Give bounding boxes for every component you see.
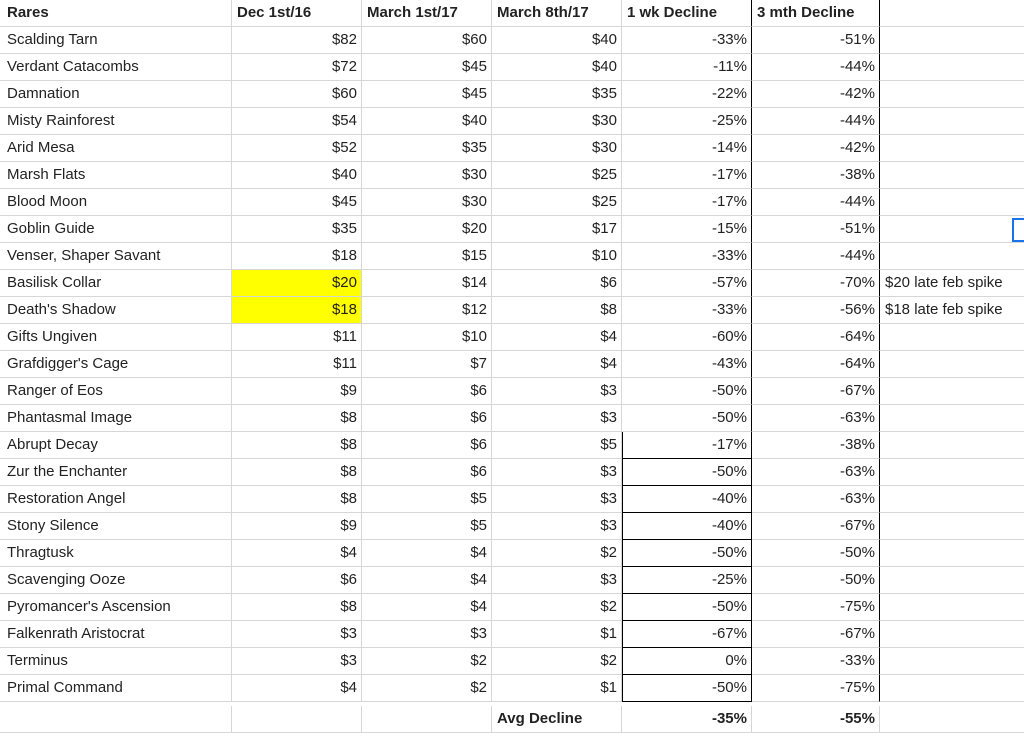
decline-1wk-cell[interactable]: -33% — [622, 297, 752, 324]
decline-3mth-cell[interactable]: -38% — [752, 162, 880, 189]
decline-3mth-cell[interactable]: -67% — [752, 513, 880, 540]
table-row — [0, 135, 1024, 162]
price-dec-cell[interactable]: $11 — [232, 324, 362, 351]
table-row — [0, 540, 1024, 567]
decline-3mth-cell[interactable]: -44% — [752, 189, 880, 216]
card-name-cell[interactable]: Verdant Catacombs — [0, 54, 232, 81]
decline-3mth-cell[interactable]: -67% — [752, 621, 880, 648]
decline-3mth-cell[interactable]: -51% — [752, 216, 880, 243]
decline-3mth-cell[interactable]: -33% — [752, 648, 880, 675]
card-name-cell[interactable]: Arid Mesa — [0, 135, 232, 162]
table-row — [0, 351, 1024, 378]
decline-1wk-cell[interactable]: 0% — [622, 648, 752, 675]
decline-1wk-cell[interactable]: -14% — [622, 135, 752, 162]
price-mar1-cell[interactable]: $6 — [362, 459, 492, 486]
price-mar1-cell[interactable]: $30 — [362, 162, 492, 189]
card-name-cell[interactable]: Abrupt Decay — [0, 432, 232, 459]
card-name-cell[interactable]: Death's Shadow — [0, 297, 232, 324]
card-name-cell[interactable]: Marsh Flats — [0, 162, 232, 189]
price-dec-cell[interactable]: $8 — [232, 432, 362, 459]
note-cell[interactable] — [880, 675, 1024, 702]
table-row — [0, 270, 1024, 297]
active-cell-selection[interactable] — [1012, 218, 1024, 242]
decline-3mth-cell[interactable]: -56% — [752, 297, 880, 324]
price-mar8-cell[interactable]: $3 — [492, 513, 622, 540]
decline-1wk-cell[interactable]: -43% — [622, 351, 752, 378]
decline-3mth-cell[interactable]: -44% — [752, 108, 880, 135]
price-mar8-cell[interactable]: $25 — [492, 162, 622, 189]
note-cell[interactable] — [880, 162, 1024, 189]
price-dec-cell[interactable]: $3 — [232, 621, 362, 648]
card-name-cell[interactable]: Scavenging Ooze — [0, 567, 232, 594]
price-mar8-cell[interactable]: $4 — [492, 351, 622, 378]
decline-1wk-cell[interactable]: -40% — [622, 513, 752, 540]
price-mar8-cell[interactable]: $3 — [492, 405, 622, 432]
price-mar8-cell[interactable]: $4 — [492, 324, 622, 351]
price-dec-cell[interactable]: $35 — [232, 216, 362, 243]
decline-3mth-cell[interactable]: -50% — [752, 540, 880, 567]
table-row — [0, 243, 1024, 270]
price-mar1-cell[interactable]: $20 — [362, 216, 492, 243]
price-dec-cell[interactable]: $40 — [232, 162, 362, 189]
price-mar8-cell[interactable]: $5 — [492, 432, 622, 459]
price-mar1-cell[interactable]: $45 — [362, 54, 492, 81]
decline-3mth-cell[interactable]: -75% — [752, 675, 880, 702]
price-dec-cell[interactable]: $52 — [232, 135, 362, 162]
note-cell[interactable] — [880, 432, 1024, 459]
decline-3mth-cell[interactable]: -64% — [752, 324, 880, 351]
table-row — [0, 432, 1024, 459]
decline-3mth-cell[interactable]: -44% — [752, 243, 880, 270]
decline-1wk-cell[interactable]: -25% — [622, 567, 752, 594]
decline-1wk-cell[interactable]: -67% — [622, 621, 752, 648]
header-cell-1wk[interactable]: 1 wk Decline — [622, 0, 752, 27]
decline-3mth-cell[interactable]: -67% — [752, 378, 880, 405]
decline-1wk-cell[interactable]: -15% — [622, 216, 752, 243]
header-cell-rares[interactable]: Rares — [0, 0, 232, 27]
table-row — [0, 405, 1024, 432]
decline-1wk-cell[interactable]: -33% — [622, 27, 752, 54]
card-name-cell[interactable]: Restoration Angel — [0, 486, 232, 513]
note-cell[interactable] — [880, 513, 1024, 540]
price-dec-cell[interactable]: $8 — [232, 405, 362, 432]
header-row — [0, 0, 1024, 27]
price-mar8-cell[interactable]: $3 — [492, 486, 622, 513]
decline-1wk-cell[interactable]: -17% — [622, 432, 752, 459]
note-cell[interactable] — [880, 540, 1024, 567]
decline-3mth-cell[interactable]: -63% — [752, 405, 880, 432]
price-mar1-cell[interactable]: $7 — [362, 351, 492, 378]
note-cell[interactable]: $18 late feb spike — [880, 297, 1024, 324]
decline-3mth-cell[interactable]: -38% — [752, 432, 880, 459]
card-name-cell[interactable]: Stony Silence — [0, 513, 232, 540]
decline-1wk-cell[interactable]: -33% — [622, 243, 752, 270]
price-mar8-cell[interactable]: $6 — [492, 270, 622, 297]
note-cell[interactable]: $20 late feb spike — [880, 270, 1024, 297]
price-mar1-cell[interactable]: $4 — [362, 540, 492, 567]
decline-1wk-cell[interactable]: -50% — [622, 459, 752, 486]
price-mar8-cell[interactable]: $25 — [492, 189, 622, 216]
card-name-cell[interactable]: Primal Command — [0, 675, 232, 702]
price-dec-cell[interactable]: $72 — [232, 54, 362, 81]
price-mar1-cell[interactable]: $40 — [362, 108, 492, 135]
price-dec-cell[interactable]: $82 — [232, 27, 362, 54]
price-mar1-cell[interactable]: $35 — [362, 135, 492, 162]
decline-3mth-cell[interactable]: -64% — [752, 351, 880, 378]
price-mar1-cell[interactable]: $12 — [362, 297, 492, 324]
table-row — [0, 81, 1024, 108]
table-row — [0, 378, 1024, 405]
decline-3mth-cell[interactable]: -51% — [752, 27, 880, 54]
decline-1wk-cell[interactable]: -17% — [622, 162, 752, 189]
note-cell[interactable] — [880, 378, 1024, 405]
table-row — [0, 675, 1024, 702]
note-cell[interactable] — [880, 243, 1024, 270]
price-mar8-cell[interactable]: $2 — [492, 540, 622, 567]
price-dec-cell[interactable]: $60 — [232, 81, 362, 108]
price-mar8-cell[interactable]: $30 — [492, 108, 622, 135]
card-name-cell[interactable]: Damnation — [0, 81, 232, 108]
card-name-cell[interactable]: Gifts Ungiven — [0, 324, 232, 351]
price-mar8-cell[interactable]: $1 — [492, 675, 622, 702]
note-cell[interactable] — [880, 108, 1024, 135]
price-dec-cell[interactable]: $54 — [232, 108, 362, 135]
price-mar8-cell[interactable]: $17 — [492, 216, 622, 243]
price-mar8-cell[interactable]: $1 — [492, 621, 622, 648]
decline-1wk-cell[interactable]: -40% — [622, 486, 752, 513]
price-mar1-cell[interactable]: $14 — [362, 270, 492, 297]
card-name-cell[interactable]: Goblin Guide — [0, 216, 232, 243]
table-row — [0, 594, 1024, 621]
price-dec-cell[interactable]: $8 — [232, 459, 362, 486]
card-name-cell[interactable]: Falkenrath Aristocrat — [0, 621, 232, 648]
decline-3mth-cell[interactable]: -63% — [752, 459, 880, 486]
decline-1wk-cell[interactable]: -50% — [622, 378, 752, 405]
price-mar1-cell[interactable]: $6 — [362, 378, 492, 405]
decline-1wk-cell[interactable]: -50% — [622, 675, 752, 702]
price-dec-cell[interactable]: $6 — [232, 567, 362, 594]
footer-row — [0, 706, 1024, 733]
price-dec-cell[interactable]: $11 — [232, 351, 362, 378]
price-mar1-cell[interactable]: $6 — [362, 432, 492, 459]
card-name-cell[interactable]: Venser, Shaper Savant — [0, 243, 232, 270]
note-cell[interactable] — [880, 27, 1024, 54]
footer-cell-empty-b[interactable] — [232, 706, 362, 733]
price-mar1-cell[interactable]: $3 — [362, 621, 492, 648]
table-row — [0, 189, 1024, 216]
footer-cell-empty-d[interactable] — [880, 706, 1024, 733]
price-dec-cell[interactable]: $9 — [232, 378, 362, 405]
header-cell-empty[interactable] — [880, 0, 1024, 27]
price-dec-cell[interactable]: $18 — [232, 243, 362, 270]
price-mar1-cell[interactable]: $5 — [362, 486, 492, 513]
table-row — [0, 27, 1024, 54]
price-dec-cell[interactable]: $8 — [232, 486, 362, 513]
price-mar8-cell[interactable]: $3 — [492, 459, 622, 486]
price-dec-cell[interactable]: $9 — [232, 513, 362, 540]
decline-3mth-cell[interactable]: -50% — [752, 567, 880, 594]
note-cell[interactable] — [880, 486, 1024, 513]
card-name-cell[interactable]: Blood Moon — [0, 189, 232, 216]
table-row — [0, 513, 1024, 540]
card-name-cell[interactable]: Scalding Tarn — [0, 27, 232, 54]
price-mar1-cell[interactable]: $60 — [362, 27, 492, 54]
header-cell-dec[interactable]: Dec 1st/16 — [232, 0, 362, 27]
price-mar8-cell[interactable]: $3 — [492, 378, 622, 405]
decline-3mth-cell[interactable]: -42% — [752, 135, 880, 162]
table-row — [0, 54, 1024, 81]
price-mar1-cell[interactable]: $6 — [362, 405, 492, 432]
card-name-cell[interactable]: Basilisk Collar — [0, 270, 232, 297]
card-name-cell[interactable]: Phantasmal Image — [0, 405, 232, 432]
header-cell-3mth[interactable]: 3 mth Decline — [752, 0, 880, 27]
header-cell-mar1[interactable]: March 1st/17 — [362, 0, 492, 27]
table-row — [0, 648, 1024, 675]
decline-3mth-cell[interactable]: -70% — [752, 270, 880, 297]
note-cell[interactable] — [880, 567, 1024, 594]
price-mar1-cell[interactable]: $30 — [362, 189, 492, 216]
price-mar8-cell[interactable]: $35 — [492, 81, 622, 108]
table-row — [0, 486, 1024, 513]
decline-1wk-cell[interactable]: -50% — [622, 405, 752, 432]
avg-decline-label[interactable]: Avg Decline — [492, 706, 622, 733]
card-name-cell[interactable]: Misty Rainforest — [0, 108, 232, 135]
table-row — [0, 297, 1024, 324]
note-cell[interactable] — [880, 216, 1024, 243]
footer-cell-empty-a[interactable] — [0, 706, 232, 733]
note-cell[interactable] — [880, 594, 1024, 621]
note-cell[interactable] — [880, 405, 1024, 432]
price-dec-cell[interactable]: $8 — [232, 594, 362, 621]
price-mar1-cell[interactable]: $5 — [362, 513, 492, 540]
price-mar8-cell[interactable]: $10 — [492, 243, 622, 270]
price-mar1-cell[interactable]: $4 — [362, 567, 492, 594]
header-cell-mar8[interactable]: March 8th/17 — [492, 0, 622, 27]
decline-1wk-cell[interactable]: -17% — [622, 189, 752, 216]
note-cell[interactable] — [880, 351, 1024, 378]
price-mar1-cell[interactable]: $15 — [362, 243, 492, 270]
decline-3mth-cell[interactable]: -63% — [752, 486, 880, 513]
price-mar1-cell[interactable]: $4 — [362, 594, 492, 621]
note-cell[interactable] — [880, 54, 1024, 81]
price-mar8-cell[interactable]: $3 — [492, 567, 622, 594]
price-dec-cell[interactable]: $20 — [232, 270, 362, 297]
table-row — [0, 621, 1024, 648]
note-cell[interactable] — [880, 621, 1024, 648]
price-mar8-cell[interactable]: $30 — [492, 135, 622, 162]
price-dec-cell[interactable]: $4 — [232, 675, 362, 702]
card-name-cell[interactable]: Thragtusk — [0, 540, 232, 567]
card-name-cell[interactable]: Terminus — [0, 648, 232, 675]
note-cell[interactable] — [880, 648, 1024, 675]
decline-3mth-cell[interactable]: -42% — [752, 81, 880, 108]
note-cell[interactable] — [880, 324, 1024, 351]
table-row — [0, 459, 1024, 486]
table-row — [0, 108, 1024, 135]
note-cell[interactable] — [880, 81, 1024, 108]
decline-1wk-cell[interactable]: -22% — [622, 81, 752, 108]
decline-1wk-cell[interactable]: -50% — [622, 594, 752, 621]
decline-3mth-cell[interactable]: -75% — [752, 594, 880, 621]
note-cell[interactable] — [880, 459, 1024, 486]
price-mar8-cell[interactable]: $40 — [492, 27, 622, 54]
price-mar8-cell[interactable]: $2 — [492, 648, 622, 675]
table-row — [0, 216, 1024, 243]
price-mar1-cell[interactable]: $2 — [362, 675, 492, 702]
decline-1wk-cell[interactable]: -50% — [622, 540, 752, 567]
footer-cell-empty-c[interactable] — [362, 706, 492, 733]
price-mar8-cell[interactable]: $40 — [492, 54, 622, 81]
avg-decline-3mth[interactable]: -55% — [752, 706, 880, 733]
price-mar1-cell[interactable]: $10 — [362, 324, 492, 351]
table-row — [0, 162, 1024, 189]
card-name-cell[interactable]: Zur the Enchanter — [0, 459, 232, 486]
price-dec-cell[interactable]: $4 — [232, 540, 362, 567]
avg-decline-1wk[interactable]: -35% — [622, 706, 752, 733]
decline-3mth-cell[interactable]: -44% — [752, 54, 880, 81]
card-name-cell[interactable]: Ranger of Eos — [0, 378, 232, 405]
price-dec-cell[interactable]: $45 — [232, 189, 362, 216]
price-dec-cell[interactable]: $3 — [232, 648, 362, 675]
table-row — [0, 324, 1024, 351]
price-dec-cell[interactable]: $18 — [232, 297, 362, 324]
decline-1wk-cell[interactable]: -57% — [622, 270, 752, 297]
decline-1wk-cell[interactable]: -60% — [622, 324, 752, 351]
decline-1wk-cell[interactable]: -25% — [622, 108, 752, 135]
note-cell[interactable] — [880, 135, 1024, 162]
card-name-cell[interactable]: Grafdigger's Cage — [0, 351, 232, 378]
decline-1wk-cell[interactable]: -11% — [622, 54, 752, 81]
card-name-cell[interactable]: Pyromancer's Ascension — [0, 594, 232, 621]
note-cell[interactable] — [880, 189, 1024, 216]
price-mar1-cell[interactable]: $2 — [362, 648, 492, 675]
price-mar1-cell[interactable]: $45 — [362, 81, 492, 108]
price-mar8-cell[interactable]: $8 — [492, 297, 622, 324]
table-row — [0, 567, 1024, 594]
price-mar8-cell[interactable]: $2 — [492, 594, 622, 621]
